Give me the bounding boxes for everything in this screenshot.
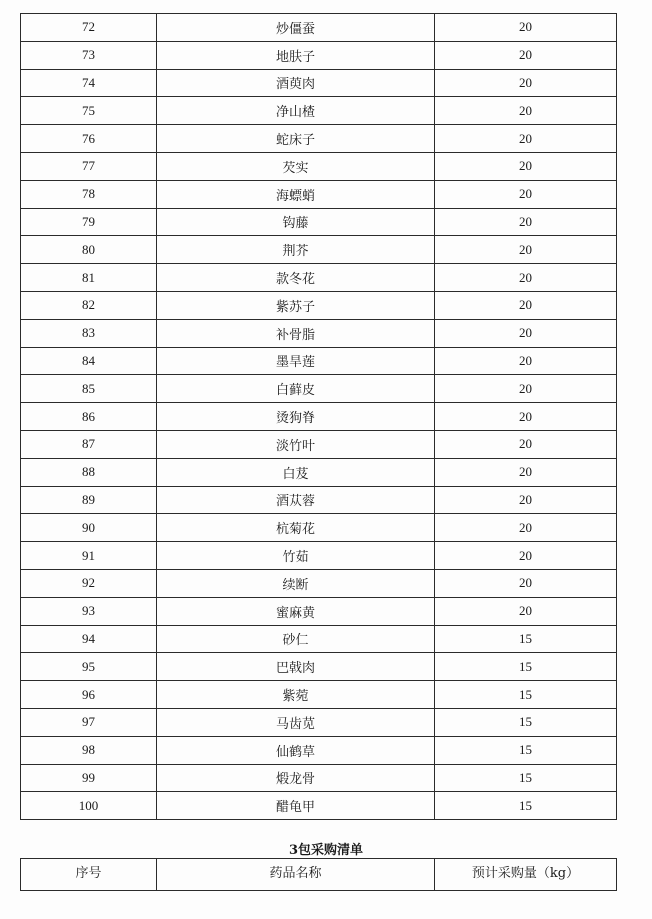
- table-row: [21, 708, 617, 736]
- serial-number-cell: 77: [21, 152, 157, 180]
- quantity-cell: 20: [435, 569, 617, 597]
- serial-number-cell: 79: [21, 208, 157, 236]
- quantity-cell: 15: [435, 736, 617, 764]
- serial-number-cell: 80: [21, 236, 157, 264]
- table-row: [21, 597, 617, 625]
- quantity-cell: 15: [435, 681, 617, 709]
- serial-number-cell: 94: [21, 625, 157, 653]
- table-row: [21, 514, 617, 542]
- drug-name-cell: 酒萸肉: [157, 69, 435, 97]
- header-estimated-quantity: 预计采购量（kg）: [435, 859, 617, 891]
- quantity-cell: 20: [435, 486, 617, 514]
- serial-number-cell: 86: [21, 403, 157, 431]
- table-row: [21, 180, 617, 208]
- table-row: [21, 347, 617, 375]
- drug-name-cell: 荆芥: [157, 236, 435, 264]
- drug-name-cell: 芡实: [157, 152, 435, 180]
- quantity-cell: 20: [435, 375, 617, 403]
- table-row: [21, 264, 617, 292]
- drug-name-cell: 醋龟甲: [157, 792, 435, 820]
- serial-number-cell: 81: [21, 264, 157, 292]
- drug-name-cell: 续断: [157, 569, 435, 597]
- procurement-table-continued: [20, 13, 617, 820]
- drug-name-cell: 马齿苋: [157, 708, 435, 736]
- serial-number-cell: 87: [21, 430, 157, 458]
- drug-name-cell: 淡竹叶: [157, 430, 435, 458]
- quantity-cell: 20: [435, 208, 617, 236]
- table-row: [21, 69, 617, 97]
- table-row: [21, 97, 617, 125]
- header-serial-number: 序号: [21, 859, 157, 891]
- quantity-cell: 20: [435, 319, 617, 347]
- serial-number-cell: 82: [21, 291, 157, 319]
- quantity-cell: 20: [435, 41, 617, 69]
- drug-name-cell: 杭菊花: [157, 514, 435, 542]
- quantity-cell: 15: [435, 764, 617, 792]
- drug-name-cell: 紫苏子: [157, 291, 435, 319]
- quantity-cell: 20: [435, 97, 617, 125]
- quantity-cell: 20: [435, 403, 617, 431]
- table-row: [21, 41, 617, 69]
- quantity-cell: 20: [435, 597, 617, 625]
- drug-name-cell: 净山楂: [157, 97, 435, 125]
- table-row: [21, 681, 617, 709]
- table-row: [21, 430, 617, 458]
- quantity-cell: 20: [435, 125, 617, 153]
- quantity-cell: 20: [435, 347, 617, 375]
- quantity-cell: 15: [435, 625, 617, 653]
- table-row: [21, 375, 617, 403]
- table-row: [21, 125, 617, 153]
- quantity-cell: 20: [435, 514, 617, 542]
- serial-number-cell: 90: [21, 514, 157, 542]
- drug-name-cell: 竹茹: [157, 542, 435, 570]
- drug-name-cell: 仙鹤草: [157, 736, 435, 764]
- serial-number-cell: 78: [21, 180, 157, 208]
- serial-number-cell: 98: [21, 736, 157, 764]
- section-title: 3包采购清单: [288, 843, 364, 858]
- serial-number-cell: 83: [21, 319, 157, 347]
- drug-name-cell: 蜜麻黄: [157, 597, 435, 625]
- table-row: [21, 736, 617, 764]
- serial-number-cell: 92: [21, 569, 157, 597]
- table-row: [21, 486, 617, 514]
- quantity-cell: 20: [435, 69, 617, 97]
- serial-number-cell: 88: [21, 458, 157, 486]
- drug-name-cell: 酒苁蓉: [157, 486, 435, 514]
- drug-name-cell: 巴戟肉: [157, 653, 435, 681]
- header-drug-name: 药品名称: [157, 859, 435, 891]
- quantity-cell: 20: [435, 264, 617, 292]
- quantity-cell: 20: [435, 458, 617, 486]
- drug-name-cell: 地肤子: [157, 41, 435, 69]
- drug-name-cell: 炒僵蚕: [157, 14, 435, 42]
- serial-number-cell: 85: [21, 375, 157, 403]
- drug-name-cell: 蛇床子: [157, 125, 435, 153]
- drug-name-cell: 紫菀: [157, 681, 435, 709]
- table-row: [21, 152, 617, 180]
- serial-number-cell: 100: [21, 792, 157, 820]
- procurement-table-package-3: [20, 858, 617, 891]
- serial-number-cell: 75: [21, 97, 157, 125]
- table-row: [21, 542, 617, 570]
- drug-name-cell: 煅龙骨: [157, 764, 435, 792]
- drug-name-cell: 补骨脂: [157, 319, 435, 347]
- quantity-cell: 20: [435, 236, 617, 264]
- table-row: [21, 236, 617, 264]
- table-row: [21, 403, 617, 431]
- quantity-cell: 15: [435, 792, 617, 820]
- quantity-cell: 20: [435, 152, 617, 180]
- serial-number-cell: 99: [21, 764, 157, 792]
- table-row: [21, 653, 617, 681]
- table-row: [21, 792, 617, 820]
- drug-name-cell: 砂仁: [157, 625, 435, 653]
- drug-name-cell: 墨旱莲: [157, 347, 435, 375]
- serial-number-cell: 91: [21, 542, 157, 570]
- table-row: [21, 569, 617, 597]
- table-row: [21, 458, 617, 486]
- serial-number-cell: 84: [21, 347, 157, 375]
- drug-name-cell: 款冬花: [157, 264, 435, 292]
- quantity-cell: 20: [435, 14, 617, 42]
- drug-name-cell: 海螵蛸: [157, 180, 435, 208]
- serial-number-cell: 73: [21, 41, 157, 69]
- drug-name-cell: 白芨: [157, 458, 435, 486]
- table-body: [21, 14, 617, 820]
- quantity-cell: 15: [435, 708, 617, 736]
- serial-number-cell: 93: [21, 597, 157, 625]
- serial-number-cell: 89: [21, 486, 157, 514]
- table-row: [21, 625, 617, 653]
- quantity-cell: 20: [435, 542, 617, 570]
- drug-name-cell: 钩藤: [157, 208, 435, 236]
- serial-number-cell: 72: [21, 14, 157, 42]
- drug-name-cell: 白藓皮: [157, 375, 435, 403]
- quantity-cell: 20: [435, 430, 617, 458]
- table-row: [21, 291, 617, 319]
- table-header-row: [21, 859, 617, 891]
- table-row: [21, 319, 617, 347]
- drug-name-cell: 烫狗脊: [157, 403, 435, 431]
- table-row: [21, 14, 617, 42]
- serial-number-cell: 96: [21, 681, 157, 709]
- quantity-cell: 20: [435, 180, 617, 208]
- table-row: [21, 764, 617, 792]
- serial-number-cell: 95: [21, 653, 157, 681]
- serial-number-cell: 74: [21, 69, 157, 97]
- quantity-cell: 20: [435, 291, 617, 319]
- serial-number-cell: 76: [21, 125, 157, 153]
- table-row: [21, 208, 617, 236]
- serial-number-cell: 97: [21, 708, 157, 736]
- quantity-cell: 15: [435, 653, 617, 681]
